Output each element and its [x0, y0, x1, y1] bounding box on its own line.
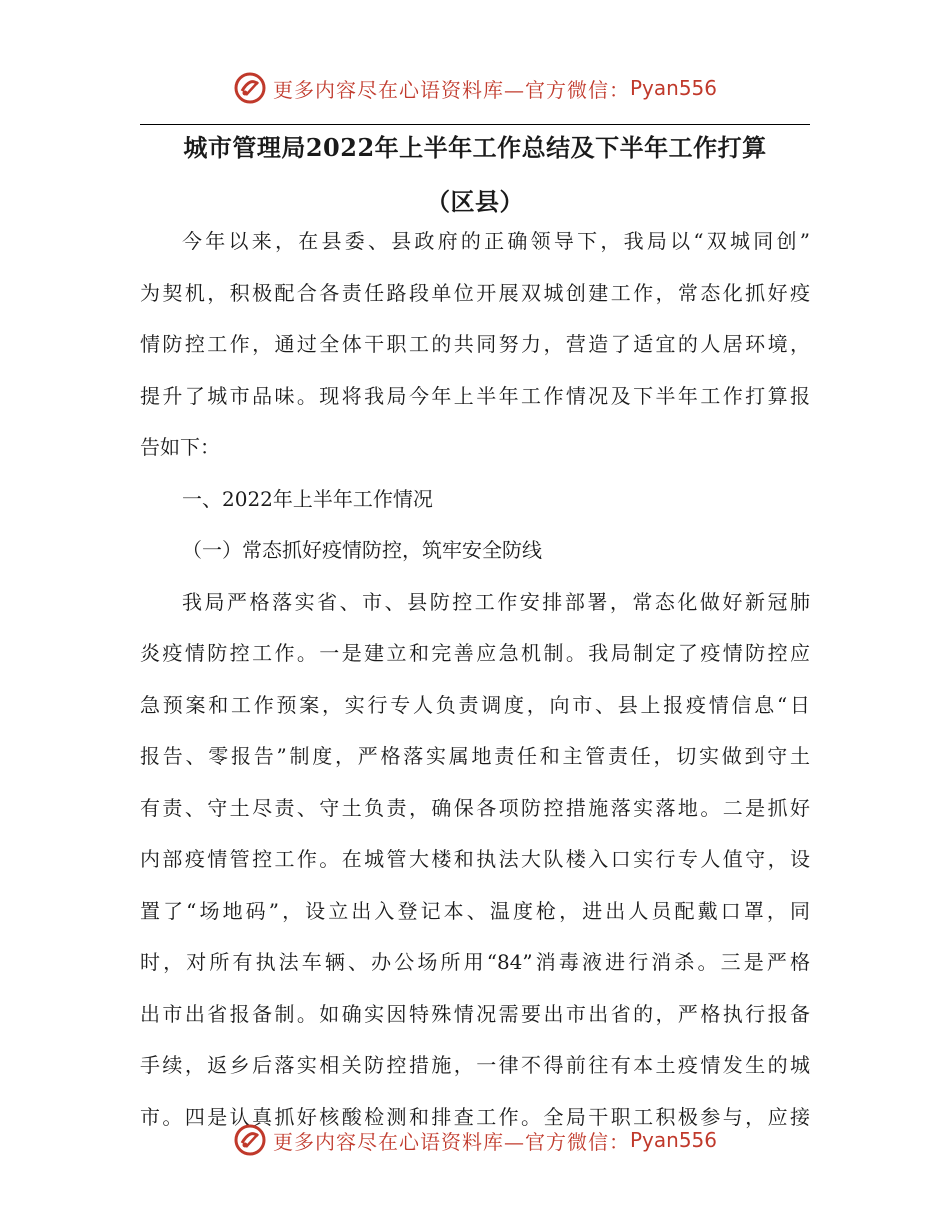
watermark-slogan: 更多内容尽在心语资料库—官方微信： [272, 77, 630, 102]
body-line: 告如下： [140, 435, 220, 459]
watermark-banner-bottom [0, 1120, 950, 1160]
watermark-slogan: 更多内容尽在心语资料库—官方微信： [272, 1129, 630, 1154]
body-line: 出市出省报备制。如确实因特殊情况需要出市出省的，严格执行报备 [140, 1001, 810, 1026]
body-line: 市。四是认真抓好核酸检测和排查工作。全局干职工积极参与，应接 [140, 1104, 810, 1129]
header-divider [140, 124, 810, 125]
seal-logo-icon [233, 71, 267, 105]
subsection-heading: （一）常态抓好疫情防控，筑牢安全防线 [182, 538, 542, 562]
body-line: 有责、守土尽责、守土负责，确保各项防控措施落实落地。二是抓好 [140, 795, 810, 820]
body-line: 时，对所有执法车辆、办公场所用“84”消毒液进行消杀。三是严格 [140, 950, 810, 974]
body-line: 提升了城市品味。现将我局今年上半年工作情况及下半年工作打算报 [140, 383, 810, 408]
document-title: 城市管理局2022年上半年工作总结及下半年工作打算 [183, 133, 767, 162]
body-line: 炎疫情防控工作。一是建立和完善应急机制。我局制定了疫情防控应 [140, 641, 810, 665]
body-line: 手续，返乡后落实相关防控措施，一律不得前往有本土疫情发生的城 [140, 1053, 810, 1077]
watermark-wechat-id: Pyan556 [629, 76, 717, 100]
body-line: 今年以来，在县委、县政府的正确领导下，我局以“双城同创” [182, 229, 810, 253]
seal-logo-icon [233, 1123, 267, 1157]
document-subtitle: （区县） [426, 187, 524, 216]
watermark-banner-top [0, 68, 950, 108]
body-line: 急预案和工作预案，实行专人负责调度，向市、县上报疫情信息“日 [140, 692, 810, 717]
body-line: 为契机，积极配合各责任路段单位开展双城创建工作，常态化抓好疫 [140, 280, 810, 305]
body-line: 情防控工作，通过全体干职工的共同努力，营造了适宜的人居环境， [140, 332, 810, 356]
watermark-wechat-id: Pyan556 [629, 1128, 717, 1152]
document-body [140, 216, 810, 1143]
body-line: 内部疫情管控工作。在城管大楼和执法大队楼入口实行专人值守，设 [140, 847, 810, 871]
section-heading: 一、2022年上半年工作情况 [182, 486, 433, 511]
body-line: 置了“场地码”，设立出入登记本、温度枪，进出人员配戴口罩，同 [140, 898, 810, 923]
body-line: 报告、零报告”制度，严格落实属地责任和主管责任，切实做到守土 [140, 744, 810, 768]
body-line: 我局严格落实省、市、县防控工作安排部署，常态化做好新冠肺 [182, 589, 810, 614]
